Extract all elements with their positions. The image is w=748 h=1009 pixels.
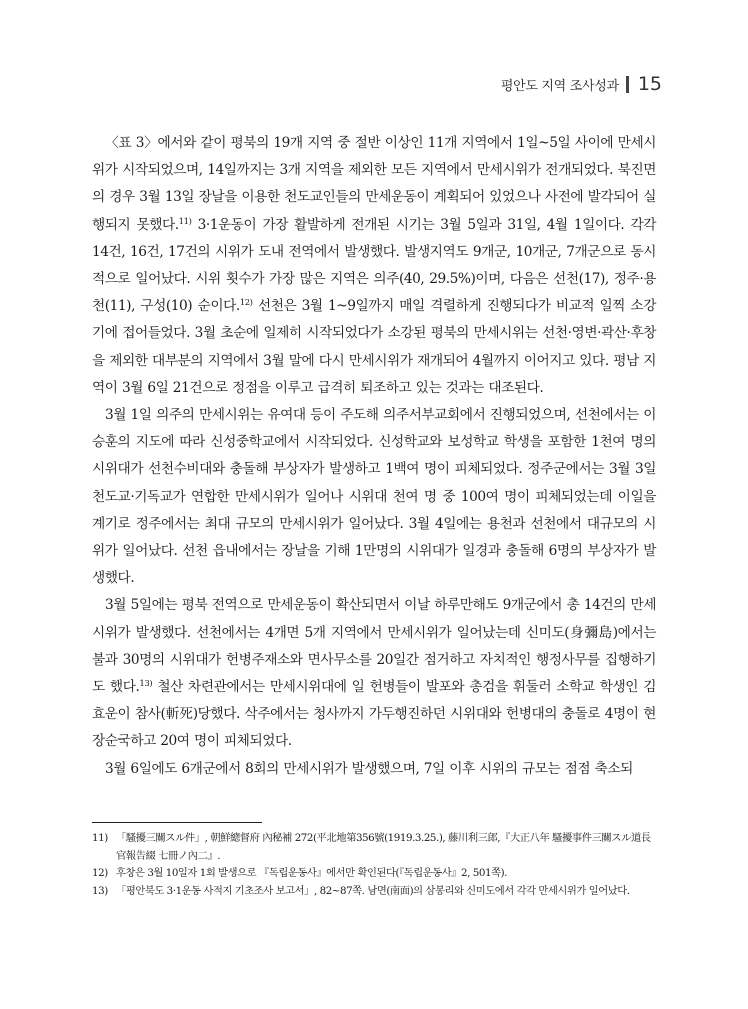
footnote-13 (92, 883, 658, 901)
paragraph-2 (92, 402, 656, 592)
header-title: 평안도 지역 조사성과 (500, 78, 619, 94)
paragraph-3 (92, 592, 656, 755)
text-run: 선천은 3월 1~9일까지 매일 격렬하게 진행되다가 비교적 일찍 소강기에 접어들었다. 3월 초순에 일제히 시작되었다가 소강된 평북의 만세시위는 선천·영변·곽산·후창을 제외한 대부분의 지역에서 3월 말에 다시 만세시위가 재개되어 4월까지 이어지고 있다. 평남 지역이 3월 6일 21건으로 정점을 이루고 급격히 퇴조하고 있는 것과는 대조된다. (92, 298, 656, 396)
footnote-ref-11: 11) (178, 216, 192, 227)
text-run: 3월 1일 의주의 만세시위는 유여대 등이 주도해 의주서부교회에서 진행되었으며, 선천에서는 이승훈의 지도에 따라 신성중학교에서 시작되었다. 신성학교와 보성학교 학생을 포함한 1천여 명의 시위대가 선천수비대와 충돌해 부상자가 발생하고 1백여 명이 피체되었다. 정주군에서는 3월 3일 천도교·기독교가 연합한 만세시위가 일어나 시위대 천여 명 중 100여 명이 피체되었는데 이일을 계기로 정주에서는 최대 규모의 만세시위가 일어났다. 3월 4일에는 용천과 선천에서 대규모의 시위가 일어났다. 선천 읍내에서는 장날을 기해 1만명의 시위대가 일경과 충돌해 6명의 부상자가 발생했다. (92, 407, 656, 587)
header-divider-bar (626, 76, 629, 93)
text-run: 〈표 3〉에서와 같이 평북의 19개 지역 중 절반 이상인 11개 지역에서 1일~5일 사이에 만세시위가 시작되었으며, 14일까지는 3개 지역을 제외한 모든 지역에서 만세시위가 전개되었다. 북진면의 경우 3월 13일 장날을 이용한 천도교인들의 만세운동이 계획되어 있었으나 사전에 발각되어 실행되지 못했다. (92, 135, 656, 233)
running-header (501, 72, 662, 96)
footnote-rule (92, 822, 262, 823)
page-number: 15 (637, 73, 662, 95)
footnote-ref-12: 12) (239, 298, 253, 309)
footnote-number: 13) (92, 884, 108, 897)
footnote-11 (92, 830, 658, 865)
footnote-text: 「평안북도 3·1운동 사적지 기초조사 보고서」, 82~87쪽. 남면(南面)의 삼봉리와 신미도에서 각각 만세시위가 일어났다. (116, 884, 630, 897)
footnote-ref-13: 13) (139, 679, 153, 690)
text-run: 3월 5일에는 평북 전역으로 만세운동이 확산되면서 이날 하루만해도 9개군에서 총 14건의 만세시위가 발생했다. 선천에서는 4개면 5개 지역에서 만세시위가 일어났는데 신미도(身彌島)에서는 불과 30명의 시위대가 헌병주재소와 면사무소를 20일간 점거하고 자치적인 행정사무를 집행하기도 했다. (92, 597, 656, 696)
footnote-number: 11) (92, 832, 108, 844)
paragraph-1 (92, 130, 656, 402)
footnote-12 (92, 865, 658, 883)
text-run: 3·1운동이 가장 활발하게 전개된 시기는 3월 5일과 31일, 4월 1일이다. 각각 14건, 16건, 17건의 시위가 도내 전역에서 발생했다. 발생지역도 9개군, 10개군, 7개군으로 동시적으로 일어났다. 시위 횟수가 가장 많은 지역은 의주(40, 29.5%)이며, 다음은 선천(17), 정주·용천(11), 구성(10) 순이다. (92, 216, 656, 315)
body-text (92, 130, 656, 783)
text-run: 3월 6일에도 6개군에서 8회의 만세시위가 발생했으며, 7일 이후 시위의 규모는 점점 축소되 (105, 760, 633, 777)
footnote-text: 「騷擾三關スル件」, 朝鮮總督府 內秘補 272(平北地第356號(1919.3.25.), 藤川利三郎,『大正八年 騷擾事件三關スル道長官報告綴 七冊ノ內二』. (116, 832, 651, 862)
footnotes (92, 830, 658, 900)
text-run: 철산 차련관에서는 만세시위대에 일 헌병들이 발포와 총검을 휘둘러 소학교 학생인 김효운이 참사(斬死)당했다. 삭주에서는 청사까지 가두행진하던 시위대와 헌병대의 충돌로 4명이 현장순국하고 20여 명이 피체되었다. (92, 679, 656, 750)
footnote-number: 12) (92, 867, 108, 879)
paragraph-4 (92, 756, 656, 783)
footnote-text: 후창은 3월 10일자 1회 발생으로 『독립운동사』에서만 확인된다(『독립운동사』2, 501쪽). (116, 867, 507, 879)
